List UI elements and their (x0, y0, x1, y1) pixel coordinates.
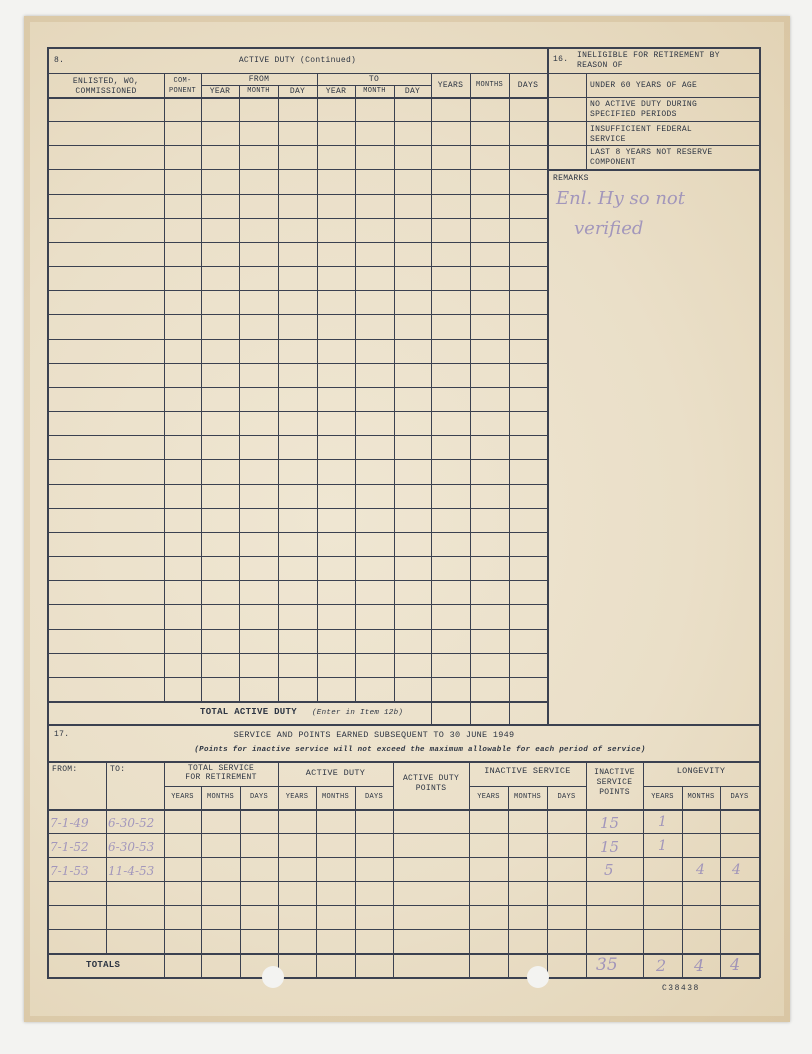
s17-total-long-days: 4 (730, 955, 741, 974)
s17-is-years: YEARS (477, 793, 500, 801)
punch-hole-right (527, 966, 549, 988)
frame-right (759, 47, 761, 978)
s17-totals-line (48, 953, 760, 955)
s17-row-line (48, 857, 760, 858)
s8-col-component: COM- (173, 77, 192, 85)
s17-sub-line (643, 786, 759, 787)
s8-title: ACTIVE DUTY (Continued) (238, 56, 357, 65)
s17-ad-months: MONTHS (321, 793, 349, 801)
s17-active-points: ACTIVE DUTY (402, 774, 460, 783)
s17-totals-label: TOTALS (86, 960, 121, 970)
s8-row-line (48, 508, 547, 509)
s8-row-line (48, 604, 547, 605)
s17-lg-months: MONTHS (687, 793, 715, 801)
s8-end (48, 724, 760, 726)
s17-inactive-points: INACTIVE (594, 768, 635, 777)
s8-total-label: TOTAL ACTIVE DUTY (200, 707, 297, 717)
s8-row-line (48, 145, 547, 146)
s17-row3-long-days: 4 (732, 862, 741, 878)
s17-inactive-points3: POINTS (599, 788, 630, 797)
s17-row2-from: 7-1-52 (50, 840, 89, 854)
s8-row-line (48, 339, 547, 340)
s17-row3-inactive-points: 5 (604, 861, 614, 879)
s8-row-line (48, 194, 547, 195)
form-number: C38438 (662, 984, 700, 993)
s8-fromto-line (201, 85, 431, 86)
s8-row-line (48, 242, 547, 243)
s8-total-note: (Enter in Item 12b) (312, 709, 404, 717)
s17-total-service2: FOR RETIREMENT (185, 773, 257, 782)
s17-row2-inactive-points: 15 (600, 838, 620, 856)
s8-to-year: YEAR (325, 87, 347, 96)
s17-ts-years: YEARS (171, 793, 194, 801)
s16-title2: REASON OF (577, 61, 623, 70)
section-divider (547, 47, 549, 724)
s16-row-line (548, 97, 759, 98)
s16-row-line (548, 73, 759, 74)
s17-subtitle: (Points for inactive service will not exceed the maximum allowable for each period of service) (194, 746, 646, 754)
s8-row-line (48, 266, 547, 267)
s17-header-top (48, 761, 760, 763)
s17-row1-from: 7-1-49 (50, 816, 89, 830)
s17-row2-long-years: 1 (658, 838, 667, 854)
s16-reason-2: NO ACTIVE DUTY DURING (590, 100, 698, 109)
s16-reason-3b: SERVICE (590, 135, 626, 144)
s16-remarks-label: REMARKS (553, 174, 589, 183)
s17-row3-from: 7-1-53 (50, 864, 89, 878)
s8-col-component2: PONENT (168, 87, 196, 95)
s8-col-enlisted: ENLISTED, WO, (72, 77, 140, 86)
s17-row1-to: 6-30-52 (108, 816, 155, 830)
s16-remarks-text-2: verified (574, 218, 644, 239)
s17-ad-days: DAYS (364, 793, 383, 801)
s17-row-line (48, 905, 760, 906)
s8-row-line (48, 314, 547, 315)
s8-col (431, 73, 432, 724)
s17-ts-months: MONTHS (206, 793, 234, 801)
s8-col (355, 85, 356, 701)
s17-lg-days: DAYS (730, 793, 749, 801)
s8-row-line (48, 290, 547, 291)
s17-inactive-points2: SERVICE (596, 778, 633, 787)
s8-row-line (48, 169, 547, 170)
s17-col (393, 761, 394, 977)
s8-col-enlisted2: COMMISSIONED (75, 87, 137, 96)
s8-col (509, 73, 510, 724)
s8-row-line (48, 121, 547, 122)
s17-row-line (48, 833, 760, 834)
s8-row-line (48, 677, 547, 678)
s16-remarks-text-1: Enl. Hy so not (556, 188, 685, 209)
s8-col-to: TO (368, 75, 380, 84)
frame-left (47, 47, 49, 978)
s8-to-month: MONTH (363, 87, 386, 95)
frame-top (47, 47, 760, 49)
s8-header-line (48, 97, 547, 99)
s8-col (278, 85, 279, 701)
s17-longevity: LONGEVITY (676, 766, 726, 776)
s8-col (394, 85, 395, 701)
s16-reason-2b: SPECIFIED PERIODS (590, 110, 677, 119)
s8-row-line (48, 653, 547, 654)
s16-reason-1: UNDER 60 YEARS OF AGE (590, 81, 698, 90)
s8-from-month: MONTH (247, 87, 270, 95)
s17-title: SERVICE AND POINTS EARNED SUBSEQUENT TO 30 JUNE 1949 (233, 730, 515, 740)
s16-title: INELIGIBLE FOR RETIREMENT BY (577, 51, 720, 60)
s8-row-line (48, 218, 547, 219)
s8-number: 8. (54, 56, 65, 65)
s17-lg-years: YEARS (651, 793, 674, 801)
s8-row-line (48, 363, 547, 364)
s16-reason-4: LAST 8 YEARS NOT RESERVE (590, 148, 713, 157)
s8-col-from: FROM (248, 75, 270, 84)
s17-ts-days: DAYS (249, 793, 268, 801)
s8-row-line (48, 435, 547, 436)
s17-from: FROM: (52, 765, 78, 774)
s8-from-day: DAY (289, 87, 306, 96)
s17-row-line (48, 929, 760, 930)
s8-title-line (48, 73, 547, 74)
s17-row3-to: 11-4-53 (108, 864, 155, 878)
s8-row-line (48, 459, 547, 460)
punch-hole-left (262, 966, 284, 988)
s8-days: DAYS (517, 81, 539, 90)
s8-to-day: DAY (404, 87, 421, 96)
s8-col (239, 85, 240, 701)
s8-row-line (48, 387, 547, 388)
s8-months: MONTHS (475, 81, 503, 89)
s16-number: 16. (553, 55, 569, 64)
s17-inactive-service: INACTIVE SERVICE (484, 766, 571, 776)
s8-rows-end (48, 701, 547, 703)
s16-reason-3: INSUFFICIENT FEDERAL (590, 125, 693, 134)
s17-row2-to: 6-30-53 (108, 840, 155, 854)
s8-row-line (48, 411, 547, 412)
s16-row-line (548, 169, 759, 171)
s17-row3-long-months: 4 (696, 862, 705, 878)
s17-header-bottom (48, 809, 760, 811)
s17-ad-years: YEARS (285, 793, 309, 801)
s17-sub-line (469, 786, 586, 787)
s16-row-line (548, 121, 759, 122)
s17-row1-inactive-points: 15 (600, 814, 620, 832)
s17-is-days: DAYS (557, 793, 576, 801)
frame-bottom (47, 977, 760, 979)
s17-total-long-months: 4 (694, 956, 705, 975)
s17-total-long-years: 2 (656, 956, 667, 975)
s17-is-months: MONTHS (513, 793, 541, 801)
s17-total-service: TOTAL SERVICE (187, 764, 255, 773)
s17-number: 17. (54, 730, 70, 739)
s17-row1-long-years: 1 (658, 814, 667, 830)
s8-col (470, 73, 471, 724)
s8-row-line (48, 532, 547, 533)
s16-row-line (548, 145, 759, 146)
s8-row-line (48, 556, 547, 557)
s16-reason-4b: COMPONENT (590, 158, 636, 167)
s17-total-inactive-points: 35 (596, 955, 618, 975)
s17-row-line (48, 881, 760, 882)
s8-row-line (48, 484, 547, 485)
s8-years: YEARS (437, 81, 464, 90)
s8-row-line (48, 629, 547, 630)
s17-active-points2: POINTS (415, 784, 447, 793)
s8-row-line (48, 580, 547, 581)
s17-to: TO: (110, 765, 126, 774)
s17-active-duty: ACTIVE DUTY (305, 768, 366, 778)
s8-from-year: YEAR (209, 87, 231, 96)
